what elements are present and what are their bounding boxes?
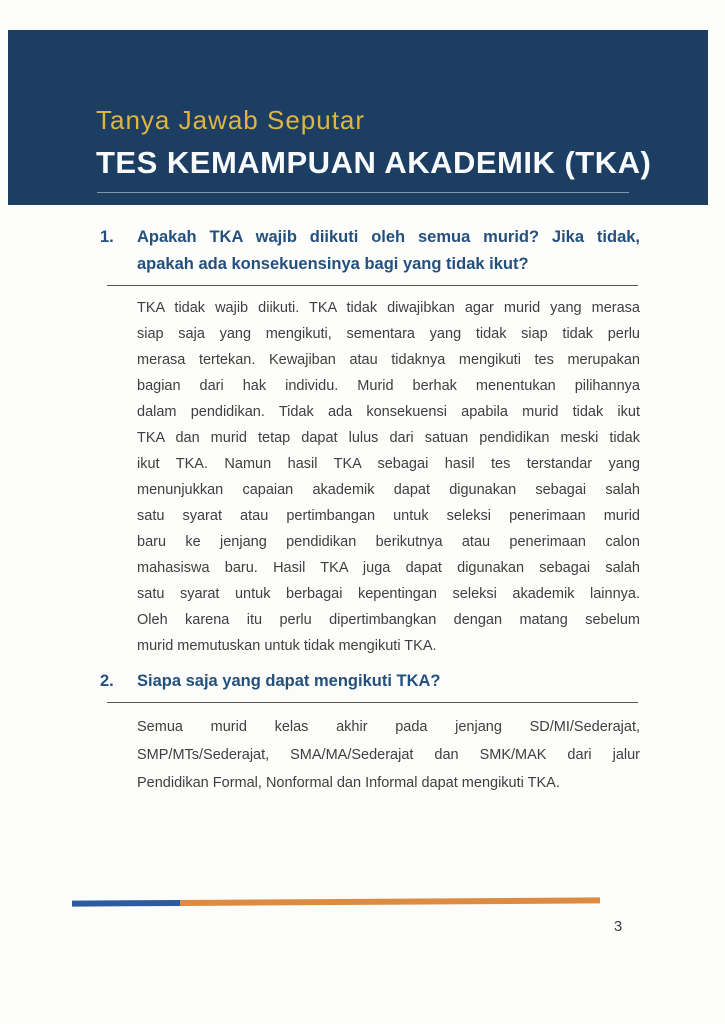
document-title: TES KEMAMPUAN AKADEMIK (TKA) [96,145,652,180]
footer-bar-orange-segment [180,897,600,906]
question-number: 2. [100,672,114,690]
title-underline [97,192,629,193]
question-row [100,668,640,695]
text-line: ikut TKA. Namun hasil TKA sebagai hasil tes terstandar yang [137,456,640,472]
question-number: 1. [100,228,114,246]
text-line: siap saja yang mengikuti, sementara yang tidak siap tidak perlu [137,326,640,342]
qa-section-1 [100,224,640,659]
text-line: satu syarat untuk berbagai kepentingan seleksi akademik lainnya. [137,586,640,602]
text-line: SMP/MTs/Sederajat, SMA/MA/Sederajat dan SMK/MAK dari jalur [137,747,640,763]
footer-bar-blue-segment [72,900,180,907]
text-line: dalam pendidikan. Tidak ada konsekuensi apabila murid tidak ikut [137,404,640,420]
answer-text [137,295,640,659]
qa-section-2 [100,668,640,797]
text-line: TKA dan murid tetap dapat lulus dari satuan pendidikan meski tidak [137,430,640,446]
text-line: satu syarat atau pertimbangan untuk seleksi penerimaan murid [137,508,640,524]
text-line: menunjukkan capaian akademik dapat digunakan sebagai salah [137,482,640,498]
text-line: mahasiswa baru. Hasil TKA juga dapat digunakan sebagai salah [137,560,640,576]
text-line: apakah ada konsekuensinya bagi yang tidak ikut? [137,255,529,273]
text-line: murid memutuskan untuk tidak mengikuti TKA. [137,638,437,654]
answer-text [137,713,640,797]
header-band [8,30,708,205]
text-line: bagian dari hak individu. Murid berhak menentukan pilihannya [137,378,640,394]
document-pretitle: Tanya Jawab Seputar [96,105,366,135]
question-text [137,224,640,278]
text-line: baru ke jenjang pendidikan berikutnya atau penerimaan calon [137,534,640,550]
question-text [137,668,640,695]
text-line: Apakah TKA wajib diikuti oleh semua murid? Jika tidak, [137,228,640,246]
text-line: Siapa saja yang dapat mengikuti TKA? [137,672,441,690]
question-separator [107,285,638,286]
text-line: Oleh karena itu perlu dipertimbangkan dengan matang sebelum [137,612,640,628]
text-line: Pendidikan Formal, Nonformal dan Informal dapat mengikuti TKA. [137,775,560,791]
page-number: 3 [613,918,623,935]
text-line: Semua murid kelas akhir pada jenjang SD/MI/Sederajat, [137,719,640,735]
text-line: merasa tertekan. Kewajiban atau tidaknya mengikuti tes merupakan [137,352,640,368]
text-line: TKA tidak wajib diikuti. TKA tidak diwajibkan agar murid yang merasa [137,300,640,316]
question-separator [107,702,638,703]
footer-accent-bar [72,897,600,906]
question-row [100,224,640,278]
